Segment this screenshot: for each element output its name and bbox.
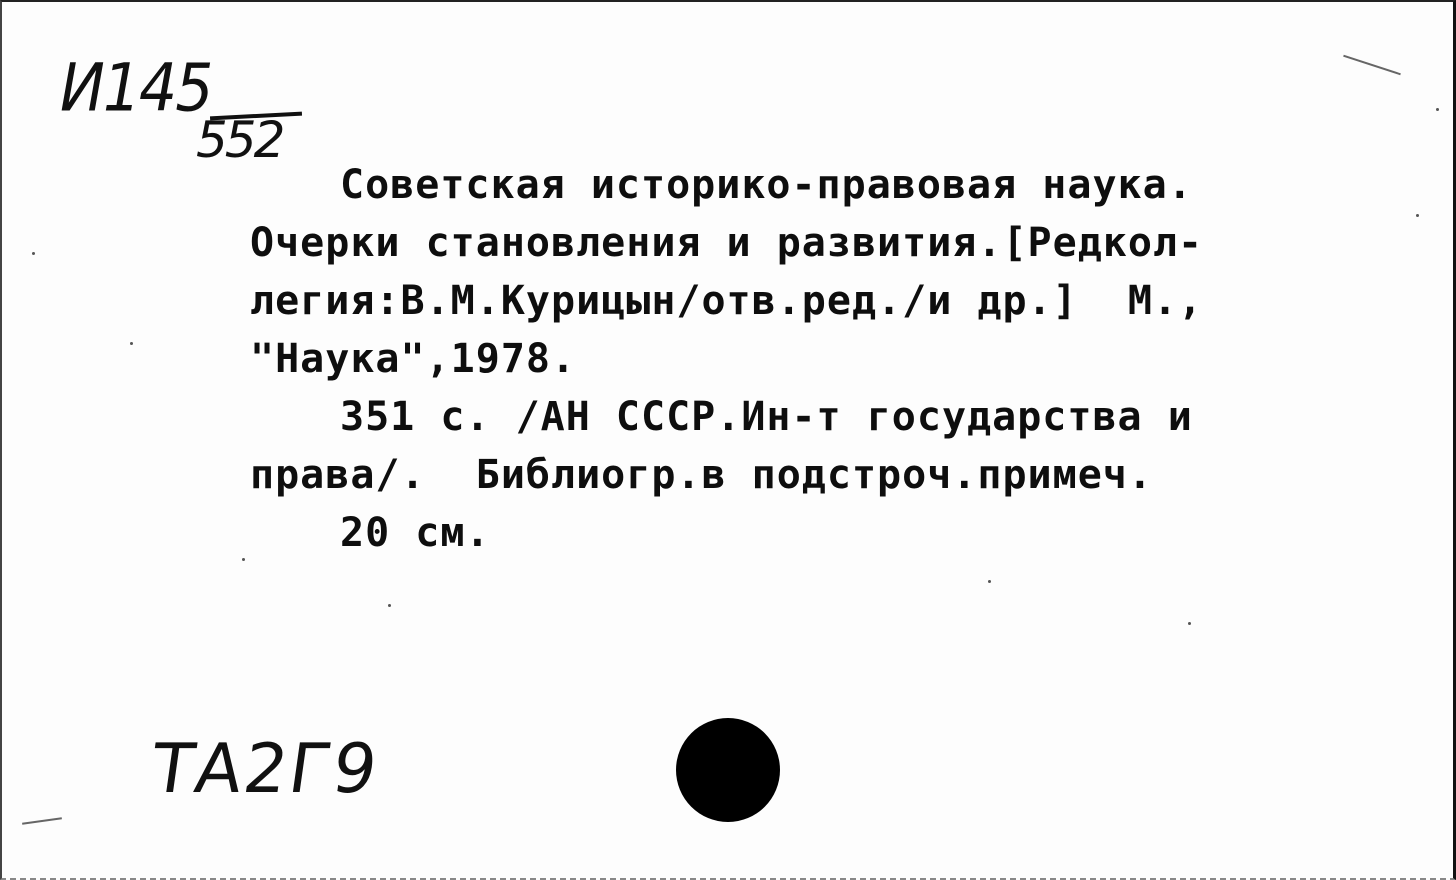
entry-size-line: 20 см. (340, 510, 491, 556)
scan-speck (388, 604, 391, 607)
shelfmark (60, 32, 340, 172)
shelfmark-sub: 552 (196, 111, 283, 169)
entry-pages-line: 351 с. /АН СССР.Ин-т государства и (340, 394, 1193, 440)
scan-speck (1436, 108, 1439, 111)
scan-speck (988, 580, 991, 583)
entry-notes-line: права/. Библиогр.в подстроч.примеч. (250, 452, 1153, 498)
location-code: ТА2Г9 (146, 730, 384, 809)
punch-hole (676, 718, 780, 822)
scan-speck (1188, 622, 1191, 625)
scan-speck (242, 558, 245, 561)
scan-speck (130, 342, 133, 345)
entry-editors-line: легия:В.М.Курицын/отв.ред./и др.] М., (250, 278, 1204, 324)
entry-subtitle-line: Очерки становления и развития.[Редкол- (250, 220, 1204, 266)
scan-streak (1343, 55, 1401, 75)
entry-publisher-line: "Наука",1978. (250, 336, 577, 382)
scan-speck (1416, 214, 1419, 217)
entry-title-line: Советская историко-правовая наука. (340, 162, 1193, 208)
scan-speck (32, 252, 35, 255)
shelfmark-main: И145 (60, 50, 212, 127)
scan-streak (22, 817, 62, 825)
